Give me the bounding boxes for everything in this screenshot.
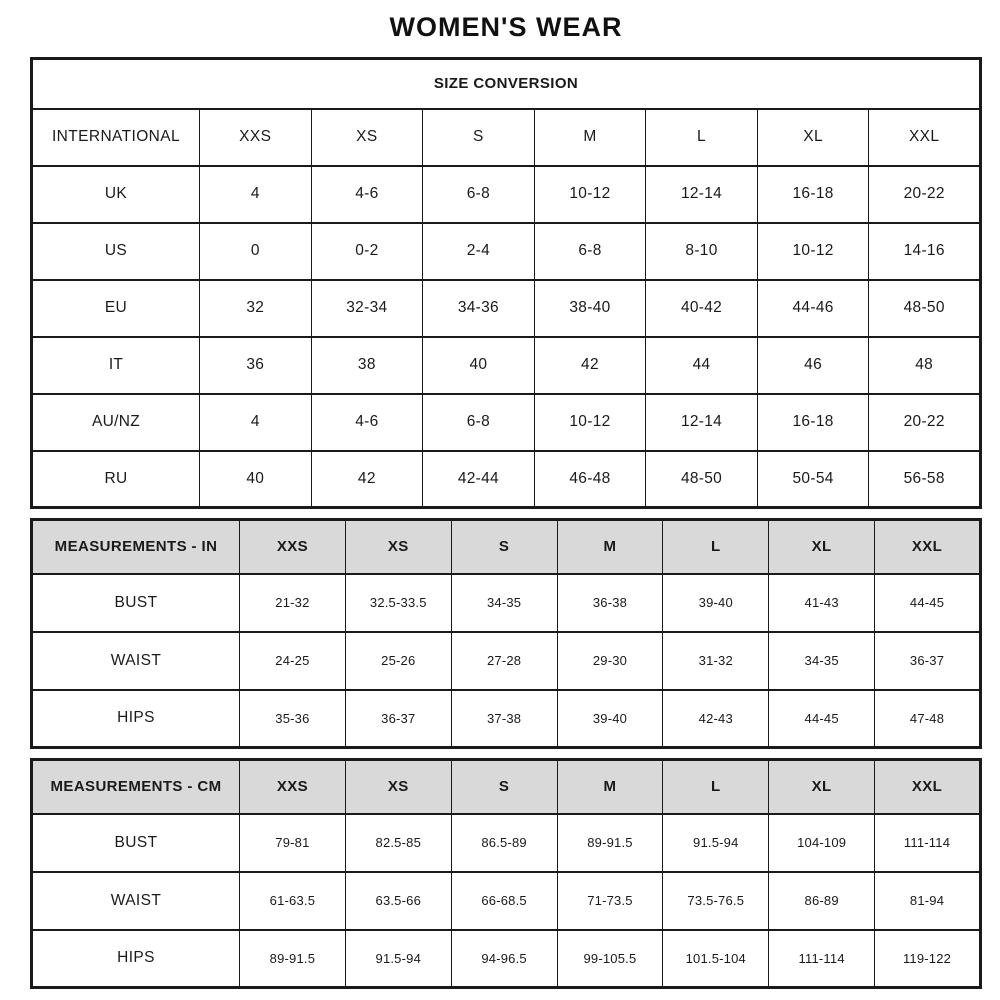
measurements-cm-value-cell: 79-81 [240,814,346,872]
size-conversion-value-cell: 10-12 [534,394,646,451]
size-conversion-row-label: IT [32,337,200,394]
measurements-in-row-label: HIPS [32,690,240,748]
size-conversion-value-cell: 42-44 [423,451,535,508]
size-conversion-value-cell: 0 [200,223,312,280]
page-title: WOMEN'S WEAR [389,12,623,42]
measurements-cm-value-cell: 73.5-76.5 [663,872,769,930]
measurements-cm-value-cell: 101.5-104 [663,930,769,988]
measurements-cm-value-cell: 104-109 [769,814,875,872]
size-conversion-value-cell: 14-16 [869,223,981,280]
measurements-cm-value-cell: 81-94 [875,872,981,930]
measurements-in-table [30,518,982,749]
table-row [32,394,981,451]
measurements-in-header-cell: XL [769,520,875,574]
table-row [32,690,981,748]
measurements-cm-value-cell: 91.5-94 [663,814,769,872]
measurements-cm-value-cell: 94-96.5 [451,930,557,988]
size-conversion-value-cell: 10-12 [757,223,869,280]
measurements-in-value-cell: 34-35 [451,574,557,632]
measurements-cm-header-cell: XXS [240,760,346,814]
measurements-cm-header-cell: XXL [875,760,981,814]
measurements-in-header-cell: S [451,520,557,574]
size-conversion-value-cell: 8-10 [646,223,758,280]
size-conversion-value-cell: 56-58 [869,451,981,508]
measurements-cm-header-cell: M [557,760,663,814]
measurements-in-value-cell: 36-38 [557,574,663,632]
measurements-cm-value-cell: 66-68.5 [451,872,557,930]
measurements-in-value-cell: 41-43 [769,574,875,632]
size-conversion-value-cell: 12-14 [646,166,758,223]
size-conversion-value-cell: 48-50 [869,280,981,337]
size-conversion-header-label: INTERNATIONAL [32,109,200,166]
measurements-in-value-cell: 36-37 [345,690,451,748]
size-conversion-header-cell: XXS [200,109,312,166]
size-conversion-value-cell: 40-42 [646,280,758,337]
measurements-cm-value-cell: 86.5-89 [451,814,557,872]
size-conversion-value-cell: 0-2 [311,223,423,280]
size-conversion-header-cell: XS [311,109,423,166]
measurements-cm-value-cell: 71-73.5 [557,872,663,930]
size-conversion-value-cell: 6-8 [423,166,535,223]
measurements-in-header-cell: L [663,520,769,574]
size-conversion-value-cell: 6-8 [423,394,535,451]
measurements-in-value-cell: 21-32 [240,574,346,632]
measurements-in-header-cell: M [557,520,663,574]
measurements-cm-value-cell: 119-122 [875,930,981,988]
size-conversion-header-cell: XL [757,109,869,166]
size-conversion-value-cell: 4 [200,394,312,451]
size-conversion-row-label: UK [32,166,200,223]
measurements-cm-value-cell: 111-114 [769,930,875,988]
size-conversion-value-cell: 38 [311,337,423,394]
size-conversion-value-cell: 42 [534,337,646,394]
size-conversion-value-cell: 42 [311,451,423,508]
table-row [32,814,981,872]
size-conversion-table [30,57,982,509]
measurements-cm-value-cell: 89-91.5 [557,814,663,872]
table-row [32,223,981,280]
size-conversion-value-cell: 34-36 [423,280,535,337]
measurements-cm-row-label: WAIST [32,872,240,930]
table-row [32,166,981,223]
size-conversion-value-cell: 32 [200,280,312,337]
measurements-in-value-cell: 47-48 [875,690,981,748]
measurements-in-value-cell: 24-25 [240,632,346,690]
measurements-in-value-cell: 42-43 [663,690,769,748]
table-row [32,632,981,690]
size-conversion-header-cell: S [423,109,535,166]
measurements-in-header-cell: XS [345,520,451,574]
measurements-cm-header-cell: L [663,760,769,814]
size-conversion-value-cell: 4 [200,166,312,223]
measurements-in-row-label: BUST [32,574,240,632]
measurements-cm-value-cell: 89-91.5 [240,930,346,988]
size-conversion-value-cell: 6-8 [534,223,646,280]
size-conversion-value-cell: 48-50 [646,451,758,508]
size-conversion-row-label: AU/NZ [32,394,200,451]
measurements-cm-value-cell: 111-114 [875,814,981,872]
size-conversion-value-cell: 32-34 [311,280,423,337]
measurements-in-value-cell: 25-26 [345,632,451,690]
measurements-in-value-cell: 39-40 [663,574,769,632]
size-conversion-value-cell: 40 [423,337,535,394]
measurements-cm-row-label: HIPS [32,930,240,988]
measurements-in-value-cell: 44-45 [875,574,981,632]
size-conversion-value-cell: 44 [646,337,758,394]
measurements-in-value-cell: 36-37 [875,632,981,690]
size-conversion-header-cell: M [534,109,646,166]
measurements-cm-value-cell: 82.5-85 [345,814,451,872]
measurements-cm-value-cell: 99-105.5 [557,930,663,988]
measurements-in-header-label: MEASUREMENTS - IN [32,520,240,574]
size-conversion-header-cell: L [646,109,758,166]
measurements-cm-value-cell: 61-63.5 [240,872,346,930]
table-row [32,872,981,930]
size-conversion-value-cell: 4-6 [311,166,423,223]
size-conversion-value-cell: 4-6 [311,394,423,451]
size-conversion-value-cell: 48 [869,337,981,394]
measurements-in-value-cell: 29-30 [557,632,663,690]
measurements-in-value-cell: 32.5-33.5 [345,574,451,632]
measurements-cm-header-cell: S [451,760,557,814]
table-row [32,280,981,337]
size-conversion-value-cell: 20-22 [869,166,981,223]
measurements-cm-header-label: MEASUREMENTS - CM [32,760,240,814]
size-conversion-value-cell: 44-46 [757,280,869,337]
measurements-in-header-cell: XXS [240,520,346,574]
size-conversion-value-cell: 12-14 [646,394,758,451]
measurements-cm-row-label: BUST [32,814,240,872]
measurements-in-header-cell: XXL [875,520,981,574]
measurements-in-row-label: WAIST [32,632,240,690]
size-conversion-header-cell: XXL [869,109,981,166]
size-conversion-value-cell: 36 [200,337,312,394]
size-conversion-value-cell: 38-40 [534,280,646,337]
table-row [32,451,981,508]
measurements-cm-header-cell: XS [345,760,451,814]
measurements-cm-value-cell: 91.5-94 [345,930,451,988]
size-conversion-value-cell: 20-22 [869,394,981,451]
size-conversion-value-cell: 46 [757,337,869,394]
measurements-in-value-cell: 27-28 [451,632,557,690]
measurements-cm-table [30,758,982,989]
size-conversion-value-cell: 40 [200,451,312,508]
size-conversion-value-cell: 46-48 [534,451,646,508]
measurements-cm-value-cell: 63.5-66 [345,872,451,930]
measurements-in-value-cell: 35-36 [240,690,346,748]
size-conversion-band-title: SIZE CONVERSION [32,59,981,109]
measurements-in-value-cell: 37-38 [451,690,557,748]
measurements-in-value-cell: 34-35 [769,632,875,690]
measurements-in-value-cell: 44-45 [769,690,875,748]
table-row [32,337,981,394]
table-row [32,930,981,988]
size-conversion-row-label: EU [32,280,200,337]
size-conversion-value-cell: 50-54 [757,451,869,508]
size-conversion-value-cell: 16-18 [757,394,869,451]
table-row [32,574,981,632]
size-conversion-value-cell: 16-18 [757,166,869,223]
size-conversion-value-cell: 2-4 [423,223,535,280]
size-conversion-value-cell: 10-12 [534,166,646,223]
size-conversion-row-label: US [32,223,200,280]
measurements-in-value-cell: 31-32 [663,632,769,690]
size-conversion-row-label: RU [32,451,200,508]
measurements-cm-header-cell: XL [769,760,875,814]
measurements-in-value-cell: 39-40 [557,690,663,748]
measurements-cm-value-cell: 86-89 [769,872,875,930]
